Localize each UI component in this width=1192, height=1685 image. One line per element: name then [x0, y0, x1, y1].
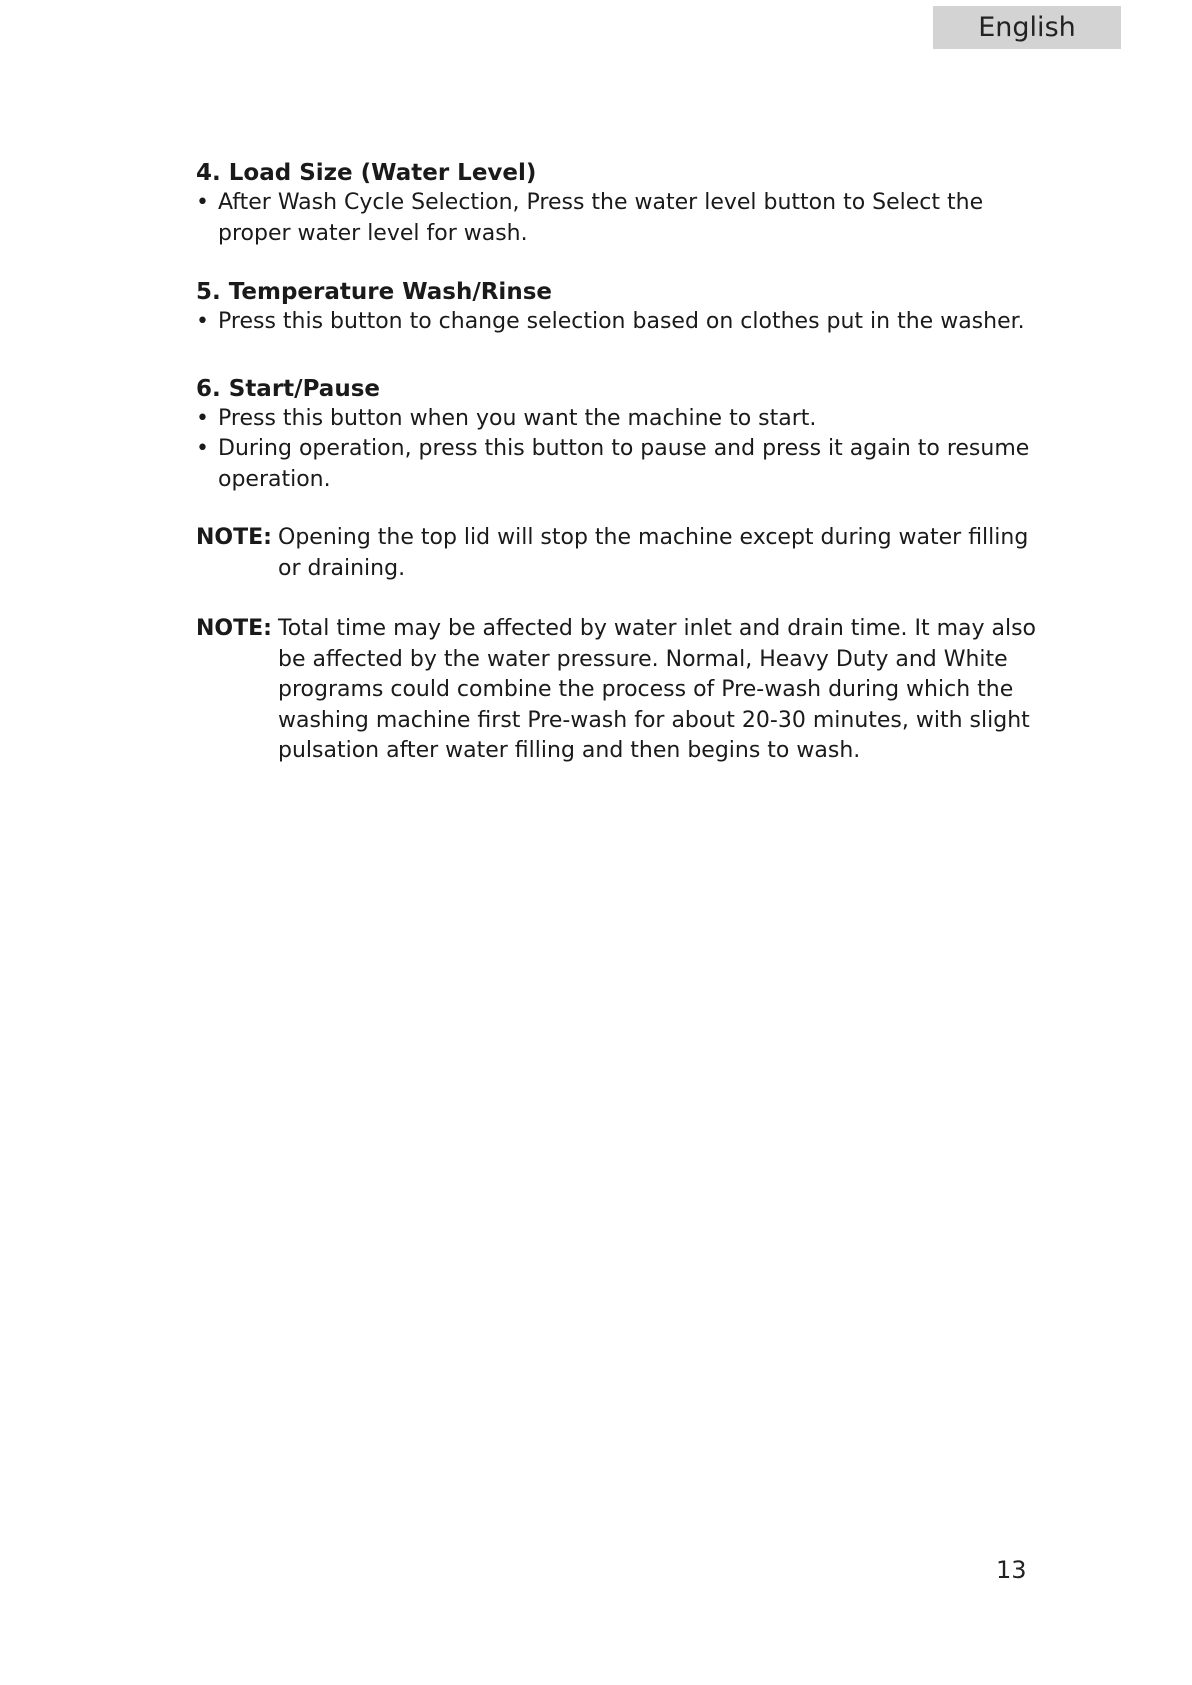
- section-temperature: [196, 277, 1056, 338]
- bullet-item: [196, 404, 1056, 435]
- page-number: 13: [996, 1556, 1027, 1584]
- note-text: Opening the top lid will stop the machine except during water filling or draining.: [278, 525, 1029, 581]
- section-start-pause: [196, 374, 1056, 496]
- section-heading: 6. Start/Pause: [196, 375, 380, 402]
- note-label: NOTE:: [196, 525, 272, 550]
- bullet-symbol: •: [196, 190, 209, 215]
- note-lid: [196, 523, 1056, 584]
- manual-content: [196, 158, 1056, 797]
- note-label: NOTE:: [196, 616, 272, 641]
- section-heading: 5. Temperature Wash/Rinse: [196, 279, 552, 305]
- bullet-text: Press this button to change selection based on clothes put in the washer.: [218, 309, 1025, 334]
- bullet-text: During operation, press this button to pause and press it again to resume operation.: [218, 436, 1030, 492]
- bullet-symbol: •: [196, 309, 209, 334]
- bullet-item: [196, 434, 1056, 495]
- bullet-symbol: •: [196, 405, 209, 431]
- section-load-size: [196, 158, 1056, 249]
- language-label: English: [978, 12, 1076, 43]
- section-heading: 4. Load Size (Water Level): [196, 160, 537, 186]
- bullet-item: [196, 188, 1056, 249]
- note-text: Total time may be affected by water inlet and drain time. It may also be affected by the water pressure. Normal, Heavy Duty and White programs could combine the process of Pre-wash during which the washing machine first Pre-wash for about 20-30 minutes, with slight pulsation after water filling and then begins to wash.: [278, 616, 1037, 763]
- bullet-symbol: •: [196, 436, 209, 461]
- note-total-time: [196, 614, 1056, 767]
- language-tab: [933, 6, 1121, 49]
- bullet-item: [196, 307, 1056, 338]
- bullet-text: Press this button when you want the machine to start.: [218, 405, 817, 431]
- bullet-text: After Wash Cycle Selection, Press the water level button to Select the proper water level for wash.: [218, 190, 984, 246]
